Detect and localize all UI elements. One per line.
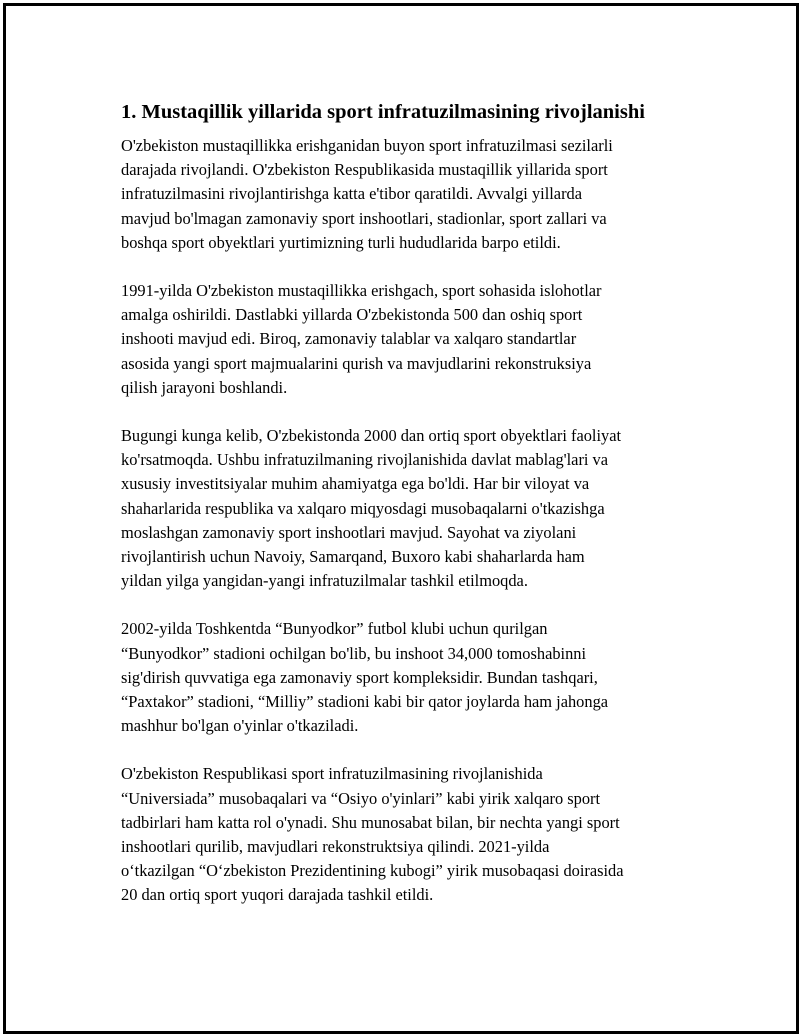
section-heading: 1. Mustaqillik yillarida sport infratuzilmasining rivojlanishi	[121, 101, 645, 123]
page-frame	[3, 3, 799, 1034]
paragraph-1: O'zbekiston mustaqillikka erishganidan buyon sport infratuzilmasi sezilarli darajada rivojlandi. O'zbekiston Respublikasida mustaqillik yillarida sport infratuzilmasini rivojlantirishga katta e'tibor qaratildi. Avvalgi yillarda mavjud bo'lmagan zamonaviy sport inshootlari, stadionlar, sport zallari va boshqa sport obyektlari yurtimizning turli hududlarida barpo etildi.	[121, 136, 613, 252]
paragraph-4: 2002-yilda Toshkentda “Bunyodkor” futbol klubi uchun qurilgan “Bunyodkor” stadioni ochilgan bo'lib, bu inshoot 34,000 tomoshabinni sig'dirish quvvatiga ega zamonaviy sport kompleksidir. Bundan tashqari, “Paxtakor” stadioni, “Milliy” stadioni kabi bir qator joylarda ham jahonga mashhur bo'lgan o'yinlar o'tkaziladi.	[121, 619, 609, 736]
paragraph-2: 1991-yilda O'zbekiston mustaqillikka erishgach, sport sohasida islohotlar amalga oshirildi. Dastlabki yillarda O'zbekistonda 500 dan oshiq sport inshooti mavjud edi. Biroq, zamonaviy talablar va xalqaro standartlar asosida yangi sport majmualarini qurish va mavjudlarini rekonstruksiya qilish jarayoni boshlandi.	[121, 281, 602, 397]
paragraph-3: Bugungi kunga kelib, O'zbekistonda 2000 dan ortiq sport obyektlari faoliyat ko'rsatmoqda. Ushbu infratuzilmaning rivojlanishida davlat mablag'lari va xususiy investitsiyalar muhim ahamiyatga ega bo'ldi. Har bir viloyat va shaharlarida respublika va xalqaro miqyosdagi musobaqalarni o'tkazishga moslashgan zamonaviy sport inshootlari mavjud. Sayohat va ziyolani rivojlantirish uchun Navoiy, Samarqand, Buxoro kabi shaharlarda ham yildan yilga yangidan-yangi infratuzilmalar tashkil etilmoqda.	[121, 426, 622, 591]
document-body	[121, 98, 706, 932]
paragraph-5: O'zbekiston Respublikasi sport infratuzilmasining rivojlanishida “Universiada” musobaqalari va “Osiyo o'yinlari” kabi yirik xalqaro sport tadbirlari ham katta rol o'ynadi. Shu munosabat bilan, bir nechta yangi sport inshootlari qurilib, mavjudlari rekonstruktsiya qilindi. 2021-yilda o‘tkazilgan “O‘zbekiston Prezidentining kubogi” yirik musobaqasi doirasida 20 dan ortiq sport yuqori darajada tashkil etildi.	[121, 764, 624, 905]
